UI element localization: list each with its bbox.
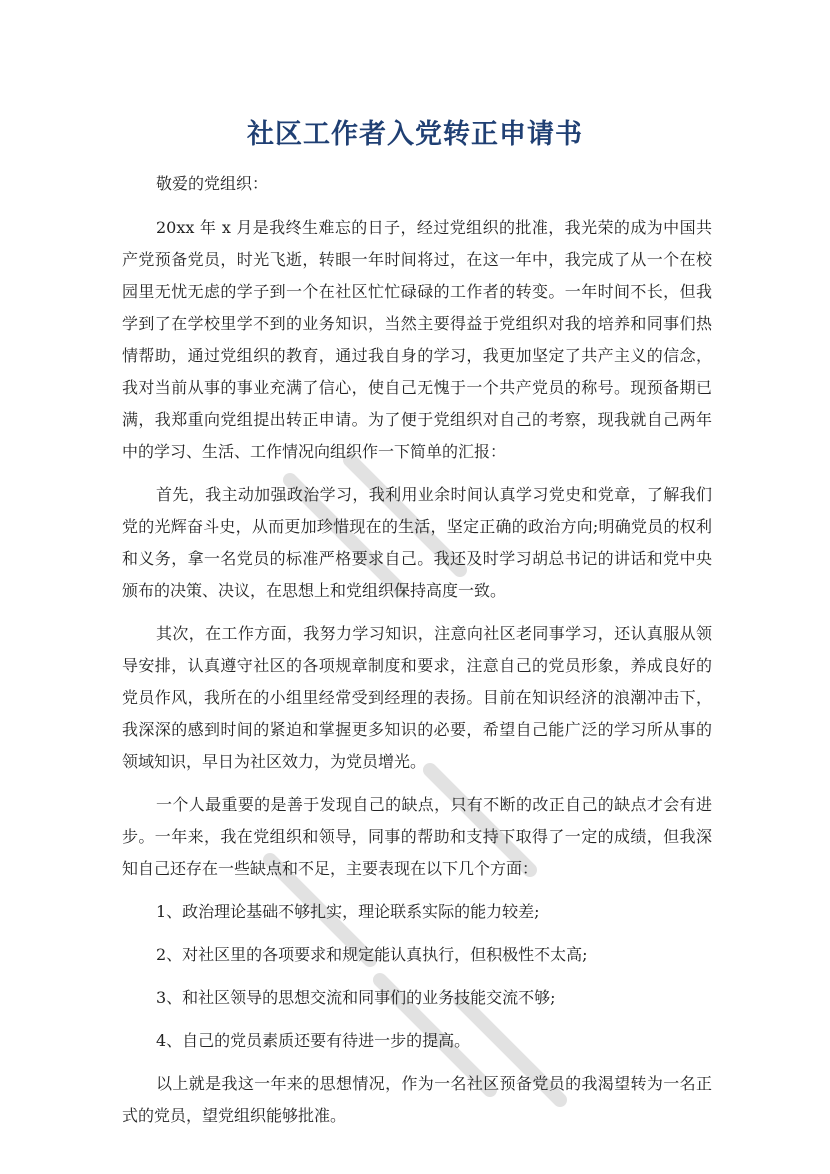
salutation: 敬爱的党组织： [156,174,269,193]
document-title: 社区工作者入党转正申请书 [247,119,583,150]
paragraph: 其次，在工作方面，我努力学习知识，注意向社区老同事学习，还认真服从领导安排，认真遵守社区的各项规章制度和要求，注意自己的党员形象，养成良好的党员作风，我所在的小组里经常受到经理的表扬。目前在知识经济的浪潮冲击下，我深深的感到时间的紧迫和掌握更多知识的必要，希望自己能广泛的学习所从事的领域知识，早日为社区效力，为党员增光。 [122,624,712,771]
closing-paragraph: 以上就是我这一年来的思想情况，作为一名社区预备党员的我渴望转为一名正式的党员，望党组织能够批准。 [122,1074,712,1125]
paragraph: 首先，我主动加强政治学习，我利用业余时间认真学习党史和党章，了解我们党的光辉奋斗史，从而更加珍惜现在的生活，坚定正确的政治方向;明确党员的权利和义务，拿一名党员的标准严格要求自己。我还及时学习胡总书记的讲话和党中央颁布的决策、决议，在思想上和党组织保持高度一致。 [122,485,712,600]
list-item: 4、自己的党员素质还要有待进一步的提高。 [156,1031,471,1050]
list-item: 2、对社区里的各项要求和规定能认真执行，但积极性不太高; [156,945,588,964]
list-item: 3、和社区领导的思想交流和同事们的业务技能交流不够; [156,988,556,1007]
paragraph: 20xx 年 x 月是我终生难忘的日子，经过党组织的批准，我光荣的成为中国共产党预备党员，时光飞逝，转眼一年时间将过，在这一年中，我完成了从一个在校园里无忧无虑的学子到一个在社区忙忙碌碌的工作者的转变。一年时间不长，但我学到了在学校里学不到的业务知识，当然主要得益于党组织对我的培养和同事们热情帮助，通过党组织的教育，通过我自身的学习，我更加坚定了共产主义的信念，我对当前从事的事业充满了信心，使自己无愧于一个共产党员的称号。现预备期已满，我郑重向党组提出转正申请。为了便于党组织对自己的考察，现我就自己两年中的学习、生活、工作情况向组织作一下简单的汇报： [122,218,712,461]
list-item: 1、政治理论基础不够扎实，理论联系实际的能力较差; [156,902,540,921]
document-body [122,168,712,1143]
paragraph: 一个人最重要的是善于发现自己的缺点，只有不断的改正自己的缺点才会有进步。一年来，我在党组织和领导，同事的帮助和支持下取得了一定的成绩，但我深知自己还存在一些缺点和不足，主要表现在以下几个方面： [122,795,712,878]
